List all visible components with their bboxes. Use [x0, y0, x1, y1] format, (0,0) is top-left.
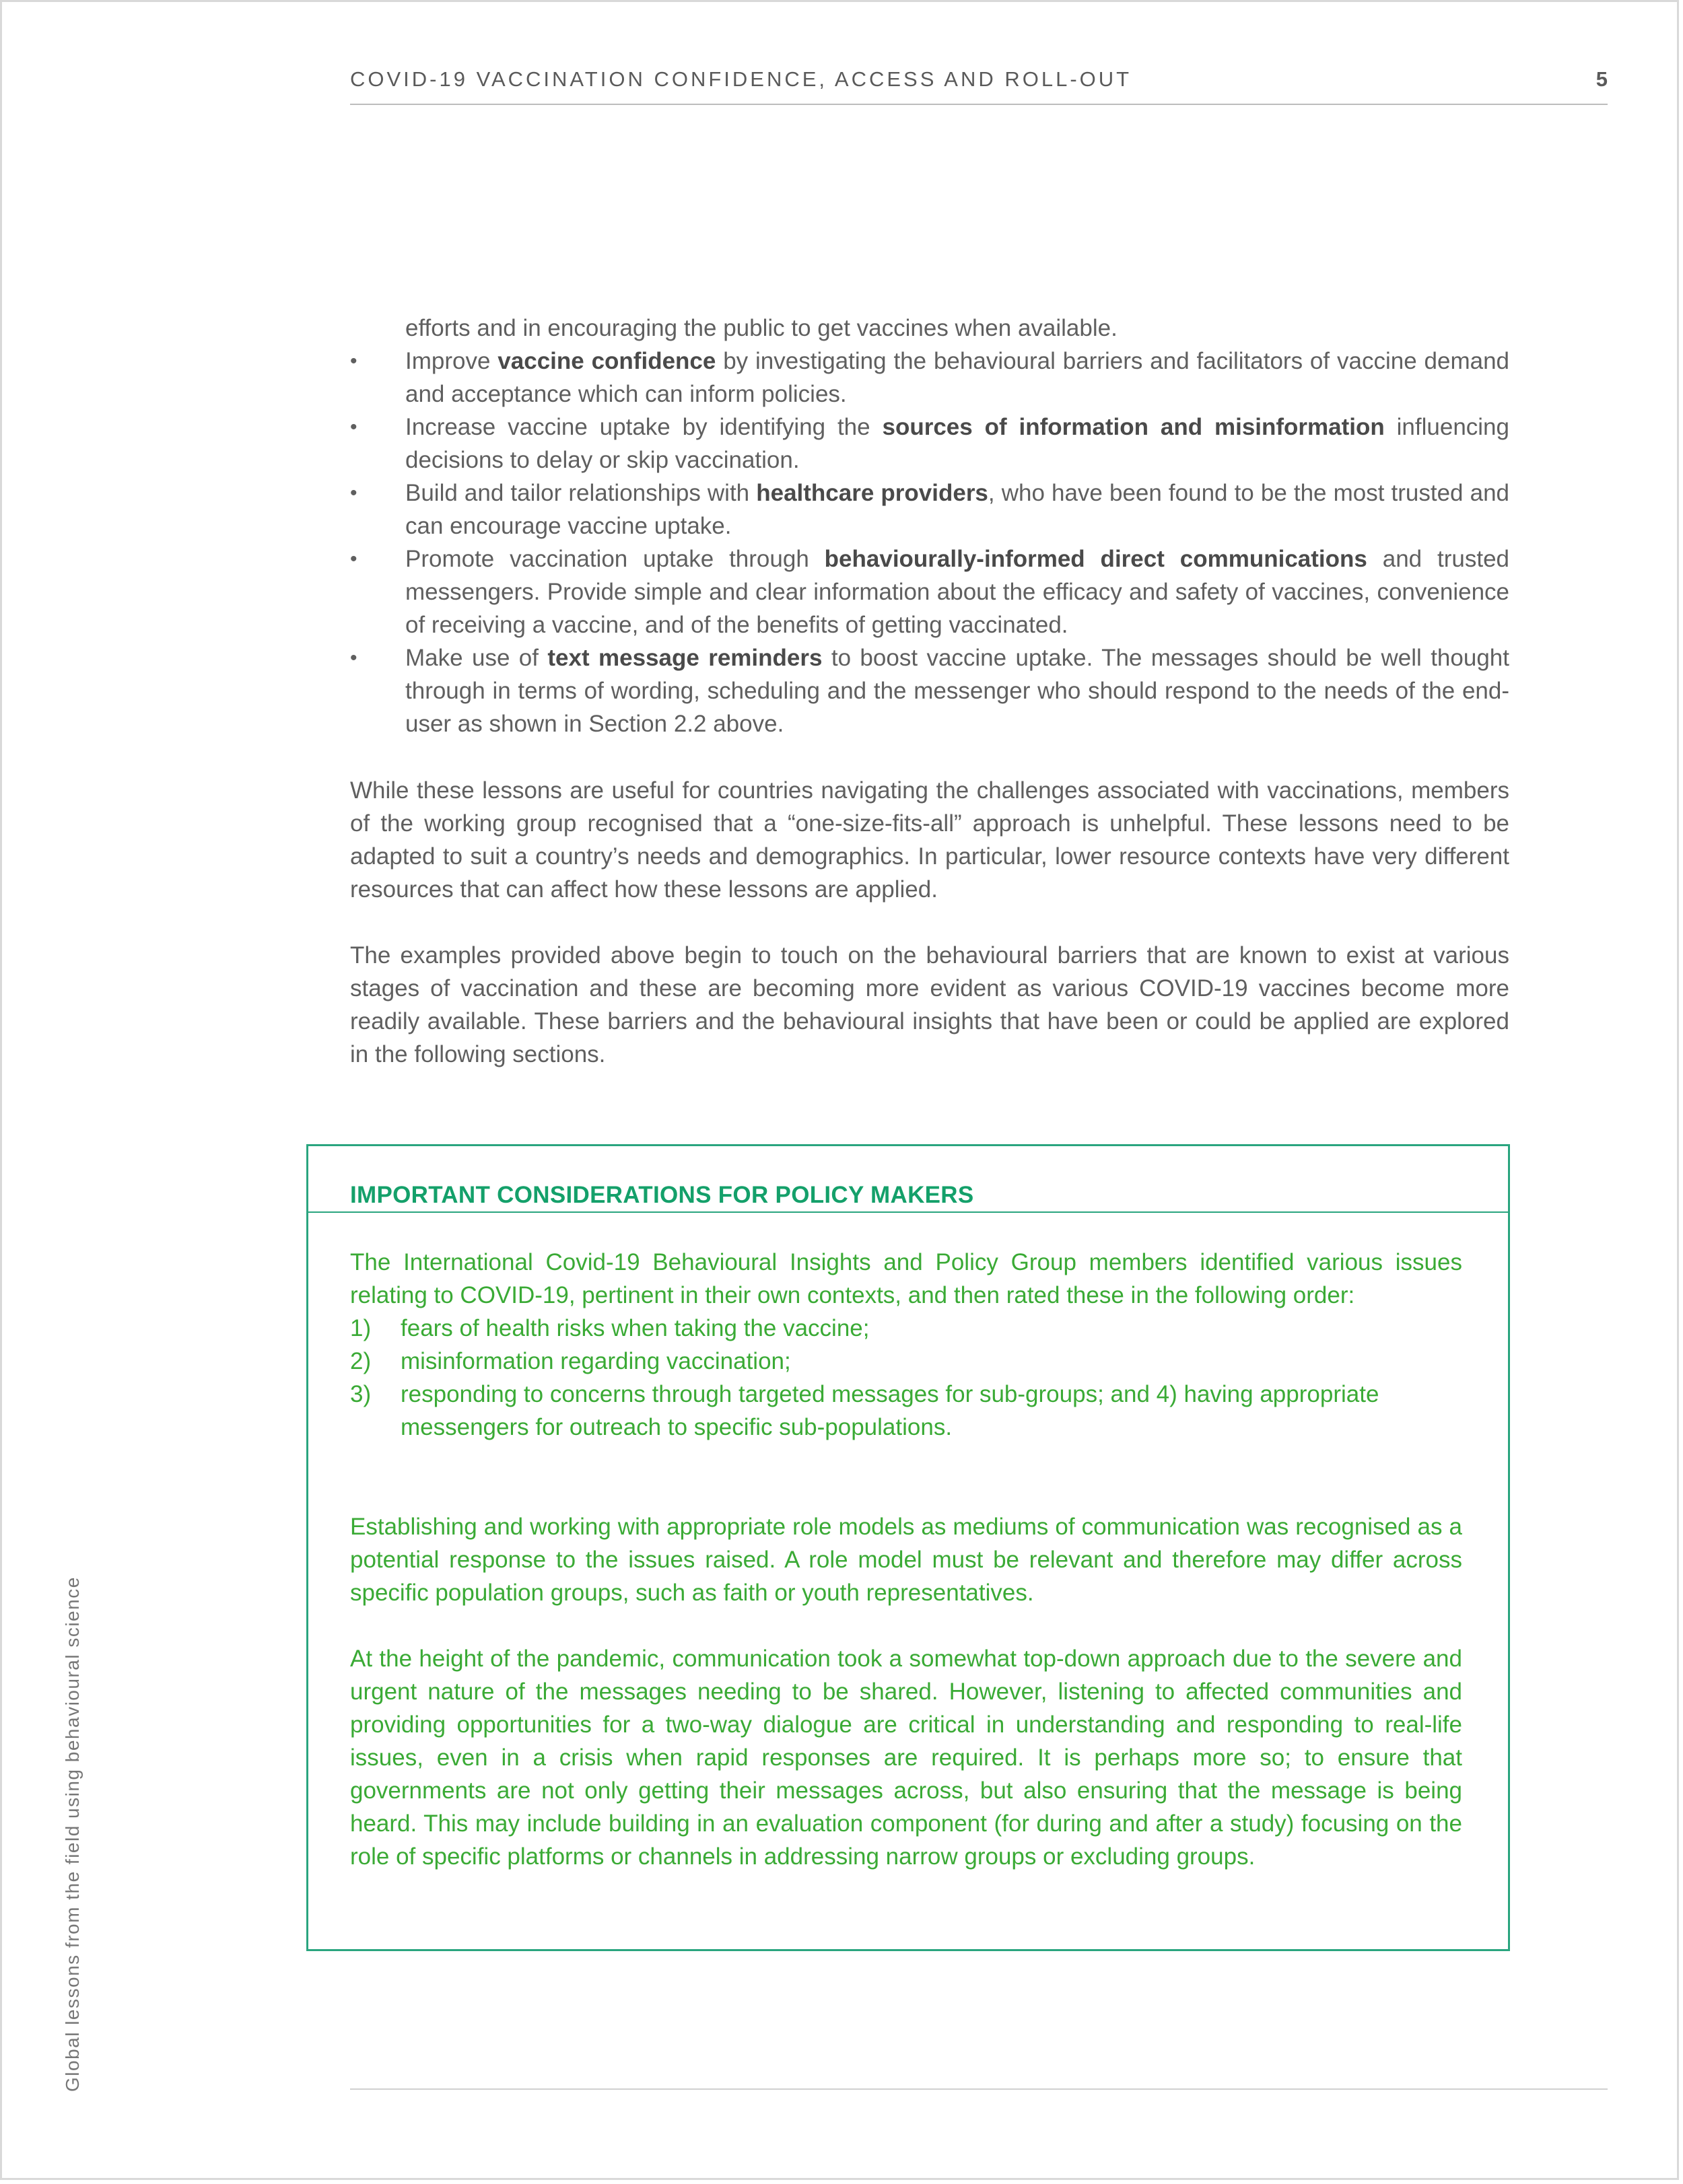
- bullet-icon: •: [350, 548, 357, 570]
- list-item: • Build and tailor relationships with healthcare providers, who have been found to be the most trusted and can encourage vaccine uptake.: [350, 477, 1509, 542]
- footer-divider: [350, 2088, 1608, 2090]
- recommendation-list: [350, 345, 1509, 740]
- policy-box-divider: [307, 1211, 1509, 1213]
- policy-box-communication: At the height of the pandemic, communication took a somewhat top-down approach due to the severe and urgent nature of the messages needing to be shared. However, listening to affected communities and providing opportunities for a two-way dialogue are critical in understanding and responding to real-life issues, even in a crisis when rapid responses are required. It is perhaps more so; to ensure that governments are not only getting their messages across, but also ensuring that the message is being heard. This may include building in an evaluation component (for during and after a study) focusing on the role of specific platforms or channels in addressing narrow groups or excluding groups.: [350, 1646, 1462, 1870]
- list-item: 1) fears of health risks when taking the vaccine;: [350, 1315, 870, 1341]
- list-item: • Make use of text message reminders to boost vaccine uptake. The messages should be well thought through in terms of wording, scheduling and the messenger who should respond to the needs of the end-user as shown in Section 2.2 above.: [350, 641, 1509, 740]
- side-caption: Global lessons from the field using behavioural science: [62, 1576, 83, 2092]
- policy-box-title: IMPORTANT CONSIDERATIONS FOR POLICY MAKERS: [350, 1182, 974, 1208]
- bullet-icon: •: [350, 416, 357, 438]
- bullet-icon: •: [350, 647, 357, 669]
- ranked-issues-list: [350, 1312, 1462, 1444]
- running-header: COVID-19 VACCINATION CONFIDENCE, ACCESS AND ROLL-OUT: [350, 67, 1132, 91]
- intro-continuation: efforts and in encouraging the public to get vaccines when available.: [405, 315, 1118, 341]
- list-item: • Increase vaccine uptake by identifying the sources of information and misinformation influencing decisions to delay or skip vaccination.: [350, 411, 1509, 477]
- policy-box-role-models: Establishing and working with appropriate role models as mediums of communication was recognised as a potential response to the issues raised. A role model must be relevant and therefore may differ across specific population groups, such as faith or youth representatives.: [350, 1514, 1462, 1606]
- bullet-icon: •: [350, 482, 357, 504]
- page-number: 5: [1595, 67, 1608, 91]
- paragraph-barriers: The examples provided above begin to touch on the behavioural barriers that are known to exist at various stages of vaccination and these are becoming more evident as various COVID-19 vaccines become more readily available. These barriers and the behavioural insights that have been or could be applied are explored in the following sections.: [350, 942, 1509, 1067]
- list-item: • Improve vaccine confidence by investigating the behavioural barriers and facilitators of vaccine demand and acceptance which can inform policies.: [350, 345, 1509, 411]
- main-text: [350, 312, 1509, 740]
- list-item: 2) misinformation regarding vaccination;: [350, 1348, 791, 1374]
- policy-box-intro: The International Covid-19 Behavioural Insights and Policy Group members identified various issues relating to COVID-19, pertinent in their own contexts, and then rated these in the following order:: [350, 1249, 1462, 1308]
- policy-box-intro-block: [350, 1246, 1462, 1444]
- bullet-icon: •: [350, 350, 357, 372]
- list-item: 3) responding to concerns through targeted messages for sub-groups; and 4) having appropriate messengers for outreach to specific sub-populations.: [350, 1381, 1379, 1440]
- paragraph-lessons: While these lessons are useful for countries navigating the challenges associated with vaccinations, members of the working group recognised that a “one-size-fits-all” approach is unhelpful. These lessons need to be adapted to suit a country’s needs and demographics. In particular, lower resource contexts have very different resources that can affect how these lessons are applied.: [350, 777, 1509, 903]
- header-divider: [350, 104, 1608, 105]
- list-item: • Promote vaccination uptake through behaviourally-informed direct communications and trusted messengers. Provide simple and clear information about the efficacy and safety of vaccines, convenience of receiving a vaccine, and of the benefits of getting vaccinated.: [350, 542, 1509, 641]
